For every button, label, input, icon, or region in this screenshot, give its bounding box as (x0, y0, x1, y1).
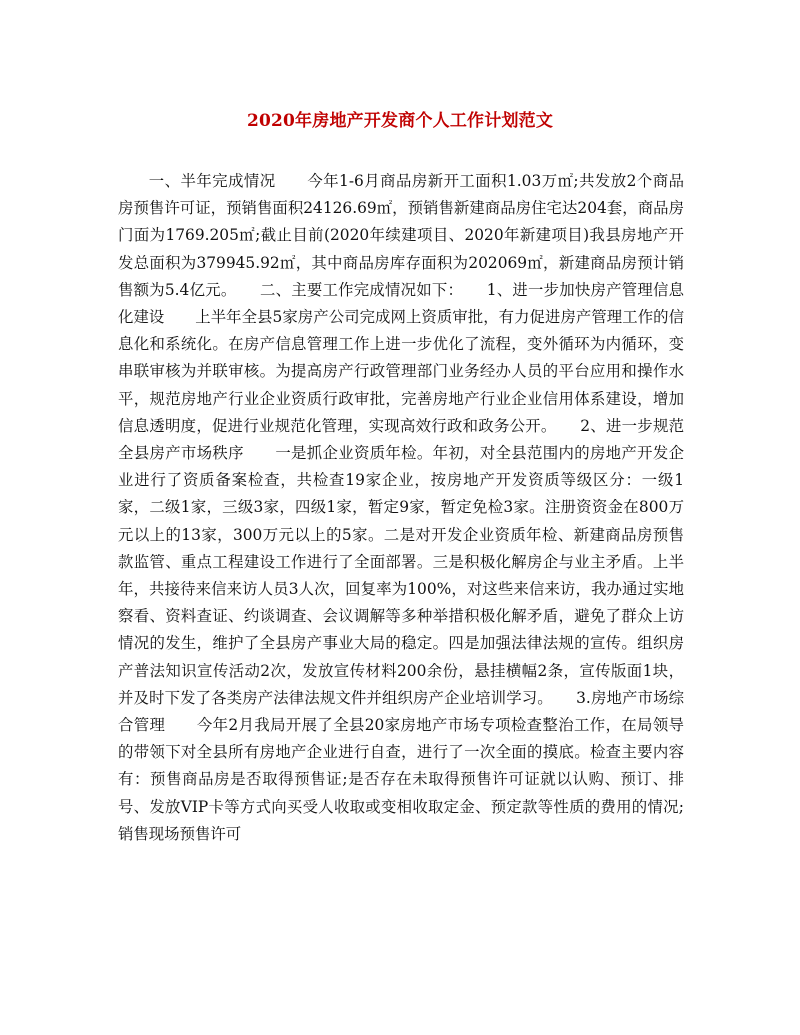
document-body-text: 一、半年完成情况 今年1-6月商品房新开工面积1.03万㎡;共发放2个商品房预售许可证，预销售面积24126.69㎡，预销售新建商品房住宅达204套，商品房门面为1769.205㎡;截止目前(2020年续建项目、2020年新建项目)我县房地产开发总面积为379945.92㎡，其中商品房库存面积为202069㎡，新建商品房预计销售额为5.4亿元。 二、主要工作完成情况如下： 1、进一步加快房产管理信息化建设 上半年全县5家房产公司完成网上资质审批，有力促进房产管理工作的信息化和系统化。在房产信息管理工作上进一步优化了流程，变外循环为内循环，变串联审核为并联审核。为提高房产行政管理部门业务经办人员的平台应用和操作水平，规范房地产行业企业资质行政审批，完善房地产行业企业信用体系建设，增加信息透明度，促进行业规范化管理，实现高效行政和政务公开。 2、进一步规范全县房产市场秩序 一是抓企业资质年检。年初，对全县范围内的房地产开发企业进行了资质备案检查，共检查19家企业，按房地产开发资质等级区分：一级1家，二级1家，三级3家，四级1家，暂定9家，暂定免检3家。注册资资金在800万元以上的13家，300万元以上的5家。二是对开发企业资质年检、新建商品房预售款监管、重点工程建设工作进行了全面部署。三是积极化解房企与业主矛盾。上半年，共接待来信来访人员3人次，回复率为100%，对这些来信来访，我办通过实地察看、资料查证、约谈调查、会议调解等多种举措积极化解矛盾，避免了群众上访情况的发生，维护了全县房产事业大局的稳定。四是加强法律法规的宣传。组织房产普法知识宣传活动2次，发放宣传材料200余份，悬挂横幅2条，宣传版面1块，并及时下发了各类房产法律法规文件并组织房产企业培训学习。 3.房地产市场综合管理 今年2月我局开展了全县20家房地产市场专项检查整治工作，在局领导的带领下对全县所有房地产企业进行自查，进行了一次全面的摸底。检查主要内容有：预售商品房是否取得预售证;是否存在未取得预售许可证就以认购、预订、排号、发放VIP卡等方式向买受人收取或变相收取定金、预定款等性质的费用的情况;销售现场预售许可 (118, 172, 684, 843)
document-title: 2020年房地产开发商个人工作计划范文 (246, 111, 554, 131)
